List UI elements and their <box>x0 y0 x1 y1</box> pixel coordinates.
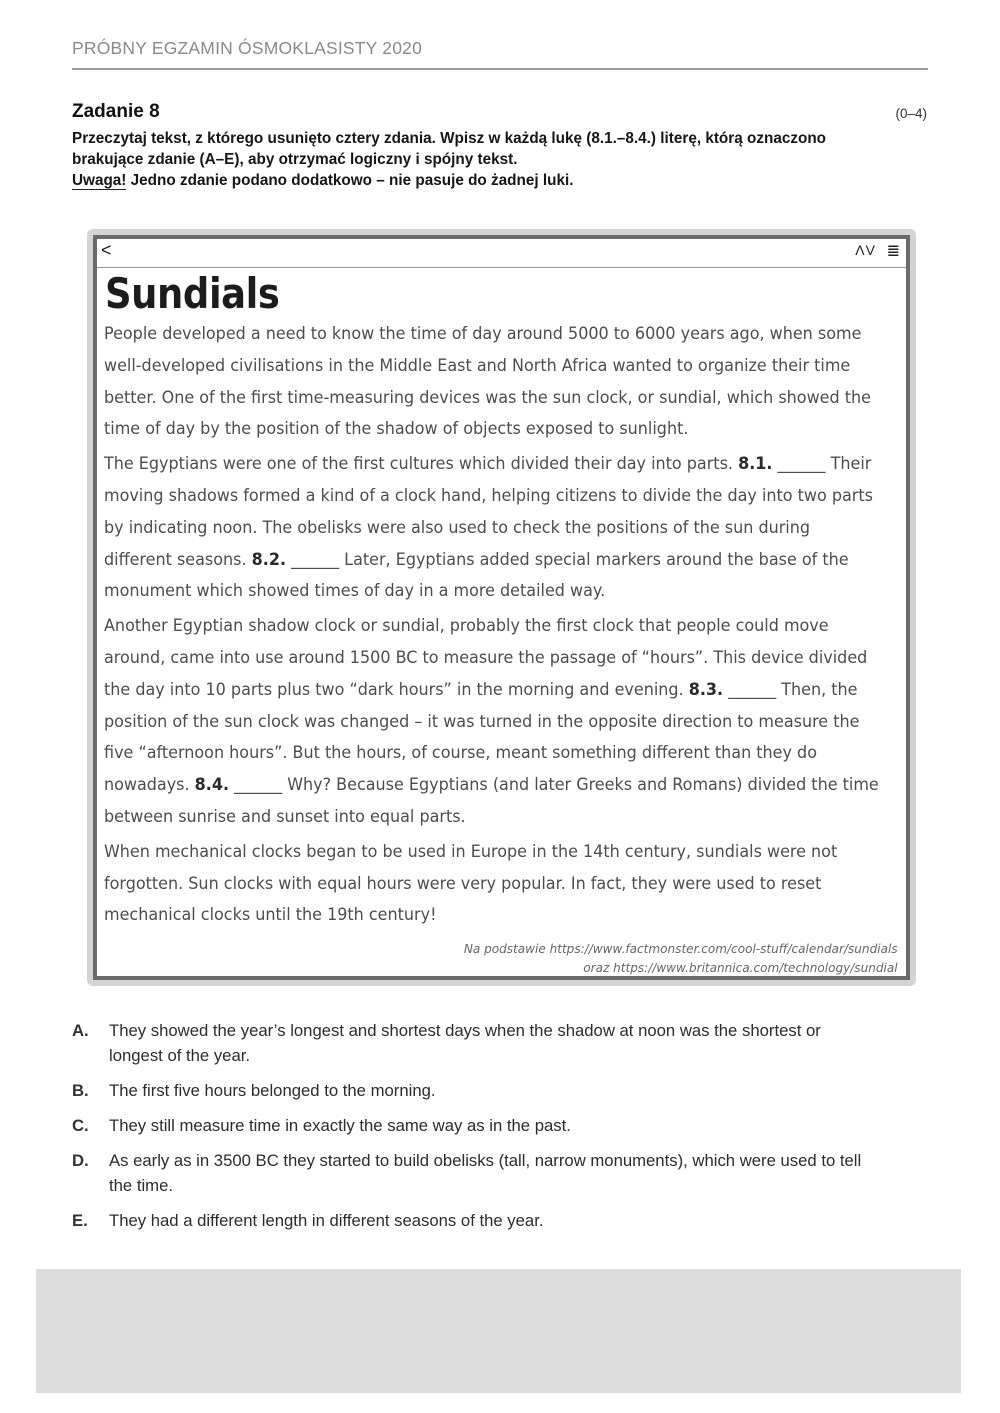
text-line: well-developed civilisations in the Middle East and North Africa wanted to organize their time <box>104 355 851 376</box>
chevron-left-icon[interactable]: < <box>101 240 112 260</box>
option-letter: A. <box>72 1021 89 1040</box>
text-line <box>104 770 879 802</box>
text-line: monument which showed times of day in a more detailed way. <box>104 581 606 602</box>
task-instructions <box>72 128 928 191</box>
option-line: longest of the year. <box>109 1046 251 1065</box>
text-line: forgotten. Sun clocks with equal hours were very popular. In fact, they were used to reset <box>104 873 822 894</box>
option-line: They still measure time in exactly the same way as in the past. <box>109 1116 571 1135</box>
text-line: mechanical clocks until the 19th century! <box>104 905 437 926</box>
source-citation <box>464 939 898 977</box>
option-text <box>109 1208 932 1233</box>
text-line: between sunrise and sunset into equal parts. <box>104 806 466 827</box>
option-line: As early as in 3500 BC they started to build obelisks (tall, narrow monuments), which were used to tell <box>109 1151 862 1170</box>
text-line: better. One of the first time-measuring devices was the sun clock, or sundial, which showed the <box>104 387 871 408</box>
article-body <box>104 319 899 935</box>
article-title: Sundials <box>105 269 280 318</box>
text-line <box>104 675 858 707</box>
task-points: (0–4) <box>895 106 927 121</box>
text-segment: The Egyptians were one of the first cultures which divided their day into parts. <box>104 454 739 475</box>
option-text <box>109 1113 932 1138</box>
uwaga-text: Jedno zdanie podano dodatkowo – nie pasuje do żadnej luki. <box>126 172 574 189</box>
text-line: time of day by the position of the shadow of objects exposed to sunlight. <box>104 419 689 440</box>
exam-header: PRÓBNY EGZAMIN ÓSMOKLASISTY 2020 <box>72 38 423 58</box>
option-text <box>109 1078 932 1103</box>
paragraph-2 <box>104 449 899 608</box>
source-line: Na podstawie https://www.factmonster.com/cool-stuff/calendar/sundials <box>464 941 898 956</box>
option-b <box>72 1078 932 1103</box>
gap-8-3-label: 8.3. <box>688 679 724 700</box>
answer-area <box>36 1269 961 1393</box>
header-divider <box>72 68 928 70</box>
option-line: They showed the year’s longest and shortest days when the shadow at noon was the shortest or <box>109 1021 821 1040</box>
option-text <box>109 1018 932 1068</box>
instruction-note <box>72 170 928 191</box>
paragraph-4 <box>104 837 899 932</box>
option-a <box>72 1018 932 1068</box>
text-segment: ______ Later, Egyptians added special markers around the base of the <box>286 549 849 570</box>
text-line: around, came into use around 1500 BC to measure the passage of “hours”. This device divided <box>104 647 868 668</box>
text-segment: ______ Their <box>772 454 872 475</box>
option-line: They had a different length in different seasons of the year. <box>109 1211 544 1230</box>
option-c <box>72 1113 932 1138</box>
paragraph-1 <box>104 319 899 446</box>
text-segment: the day into 10 parts plus two “dark hours” in the morning and evening. <box>104 679 689 700</box>
text-line: five “afternoon hours”. But the hours, of course, meant something different than they do <box>104 743 817 764</box>
instruction-line: brakujące zdanie (A–E), aby otrzymać logiczny i spójny tekst. <box>72 151 518 168</box>
option-line: the time. <box>109 1176 173 1195</box>
text-line <box>104 545 849 577</box>
text-line: Another Egyptian shadow clock or sundial, probably the first clock that people could move <box>104 616 829 637</box>
menu-icon[interactable]: ≣ <box>886 243 900 260</box>
text-line: moving shadows formed a kind of a clock hand, helping citizens to divide the day into two parts <box>104 485 873 506</box>
reader-frame <box>87 229 916 986</box>
gap-8-1-label: 8.1. <box>738 454 773 475</box>
answer-options <box>72 1018 932 1243</box>
gap-8-4-label: 8.4. <box>194 775 230 796</box>
text-line: position of the sun clock was changed – it was turned in the opposite direction to measure the <box>104 711 860 732</box>
option-letter: E. <box>72 1211 88 1230</box>
option-letter: B. <box>72 1081 89 1100</box>
task-title: Zadanie 8 <box>72 101 160 122</box>
text-segment: ______ Why? Because Egyptians (and later Greeks and Romans) divided the time <box>229 775 879 796</box>
option-text <box>109 1148 932 1198</box>
reader-toolbar <box>97 239 906 268</box>
text-line: People developed a need to know the time of day around 5000 to 6000 years ago, when some <box>104 324 862 344</box>
paragraph-3 <box>104 611 899 834</box>
gap-8-2-label: 8.2. <box>251 549 287 570</box>
up-down-arrows-icon[interactable]: ΛV <box>855 242 876 258</box>
option-d <box>72 1148 932 1198</box>
reader-panel <box>93 235 910 980</box>
text-segment: different seasons. <box>104 549 252 570</box>
text-line: When mechanical clocks began to be used in Europe in the 14th century, sundials were not <box>104 841 838 862</box>
option-e <box>72 1208 932 1233</box>
option-line: The first five hours belonged to the morning. <box>109 1081 436 1100</box>
option-letter: C. <box>72 1116 89 1135</box>
instruction-line: Przeczytaj tekst, z którego usunięto cztery zdania. Wpisz w każdą lukę (8.1.–8.4.) literę, którą oznaczono <box>72 130 827 147</box>
text-segment: nowadays. <box>104 775 195 796</box>
text-line: by indicating noon. The obelisks were also used to check the positions of the sun during <box>104 517 811 538</box>
text-line <box>104 449 872 481</box>
uwaga-label: Uwaga! <box>72 172 127 189</box>
source-line: oraz https://www.britannica.com/technology/sundial <box>583 960 898 975</box>
option-letter: D. <box>72 1151 89 1170</box>
text-segment: ______ Then, the <box>723 679 858 700</box>
